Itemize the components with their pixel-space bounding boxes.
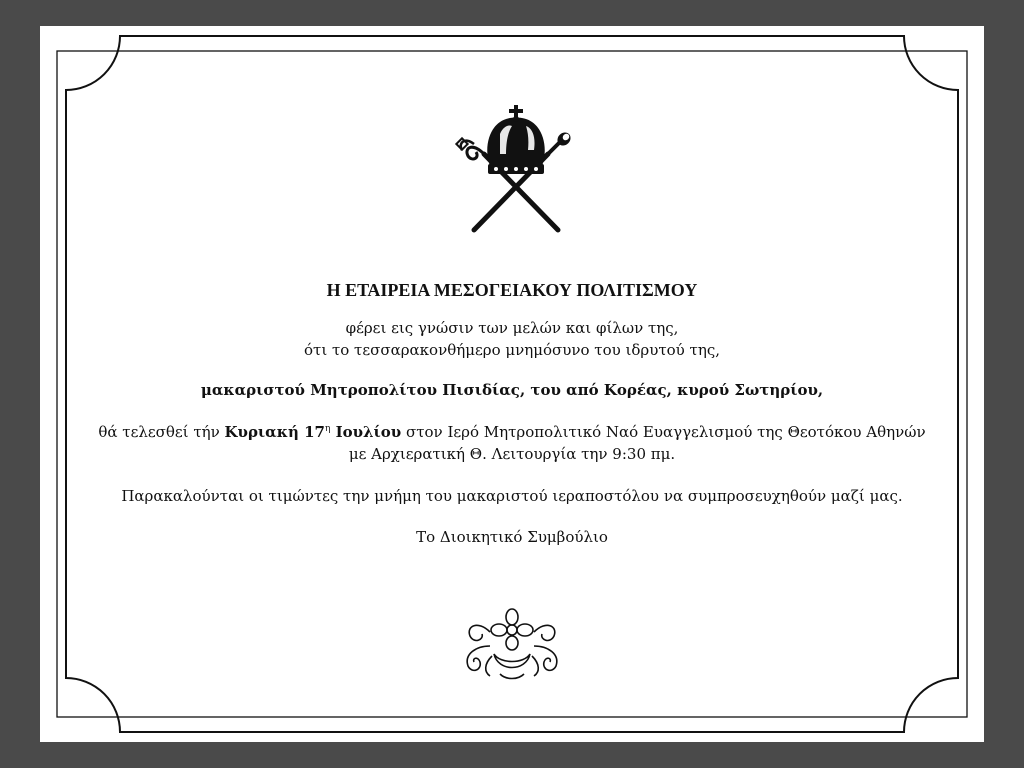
signature-line: Το Διοικητικό Συμβούλιο bbox=[416, 528, 608, 546]
request-line: Παρακαλούνται οι τιμώντες την μνήμη του μακαριστού ιεραποστόλου να συμπροσευχηθούν μαζί μας. bbox=[121, 487, 903, 505]
intro-line-2: ότι το τεσσαρακονθήμερο μνημόσυνο του ιδρυτού της, bbox=[303, 341, 721, 359]
invitation-card bbox=[40, 26, 984, 742]
society-title: Η ΕΤΑΙΡΕΙΑ ΜΕΣΟΓΕΙΑΚΟΥ ΠΟΛΙΤΙΣΜΟΥ bbox=[326, 280, 698, 300]
honoree-line: μακαριστού Μητροπολίτου Πισιδίας, του από Κορέας, κυρού Σωτηρίου, bbox=[200, 381, 824, 399]
date-day: Κυριακή 17 bbox=[224, 423, 325, 441]
service-time-line: με Αρχιερατική Θ. Λειτουργία την 9:30 πμ. bbox=[348, 445, 676, 463]
floral-ornament-icon bbox=[460, 606, 564, 682]
location-text: στον Ιερό Μητροπολιτικό Ναό Ευαγγελισμού της Θεοτόκου Αθηνών bbox=[401, 423, 926, 441]
bishop-mitre-crossed-staffs-icon bbox=[454, 104, 578, 236]
intro-line-1: φέρει εις γνώσιν των μελών και φίλων της, bbox=[345, 319, 679, 337]
date-ordinal: η bbox=[324, 424, 331, 434]
date-location-line bbox=[40, 422, 984, 442]
date-prefix: θά τελεσθεί τήν bbox=[98, 423, 225, 441]
invitation-content bbox=[40, 26, 984, 742]
date-month: Ιουλίου bbox=[330, 423, 402, 441]
